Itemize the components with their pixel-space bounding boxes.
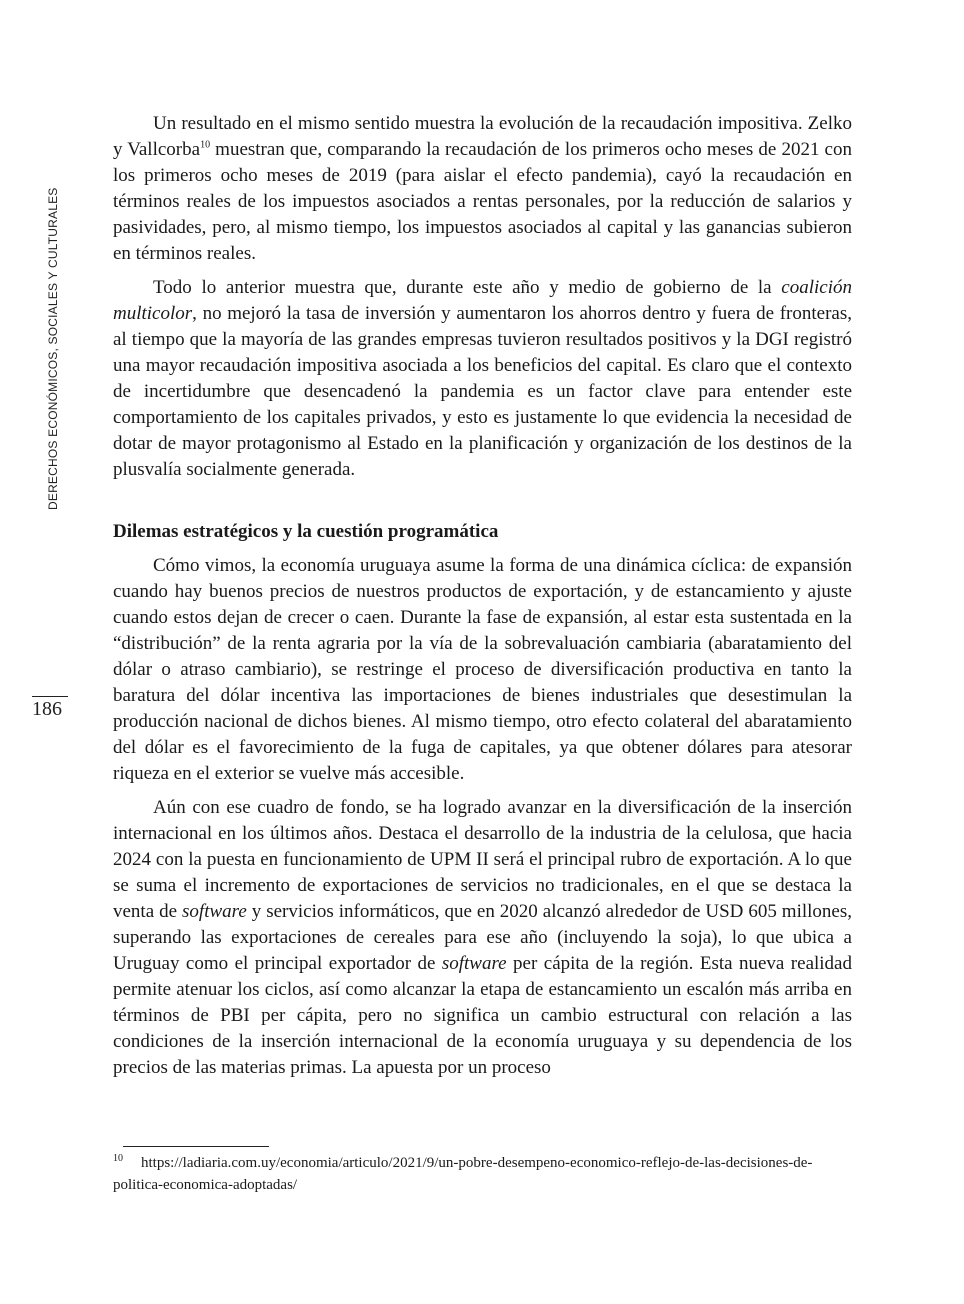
emphasis-software: software (441, 953, 507, 974)
paragraph-dinamica-ciclica: Cómo vimos, la economía uruguaya asume la forma de una dinámica cíclica: de expansión cuando hay buenos precios de nuestros productos de exportación, y de estancamiento y ajuste cuando estos dejan de crecer o caen. Durante la fase de expansión, al estar esta sustentada en la “distribución” de la renta agraria por la vía de la sobrevaluación cambiaria (abaratamiento del dólar o atraso cambiario), se restringe el proceso de diversificación productiva en tanto la baratura del dólar incentiva las importaciones de bienes industriales que desestimulan la producción nacional de dichos bienes. Al mismo tiempo, otro efecto colateral del abaratamiento del dólar es el favorecimiento de la fuga de capitales, ya que obtener dólares para atesorar riqueza en el exterior se vuelve más accesible. (113, 555, 852, 784)
footnote-mark: 10 (113, 1153, 123, 1164)
footnote-separator (123, 1146, 269, 1147)
footnote (113, 1152, 852, 1196)
paragraph-diversificacion: Aún con ese cuadro de fondo, se ha logrado avanzar en la diversificación de la inserción internacional en los últimos años. Destaca el desarrollo de la industria de la celulosa, que hacia 2024 con la puesta en funcionamiento de UPM II será el principal rubro de exportación. A lo que se suma el incremento de exportaciones de servicios no tradicionales, en el que se destaca la venta de software y servicios informáticos, que en 2020 alcanzó alrededor de USD 605 millones, superando las exportaciones de cereales para ese año (incluyendo la soja), lo que ubica a Uruguay como el principal exportador de software per cápita de la región. Esta nueva realidad permite atenuar los ciclos, así como alcanzar la etapa de estancamiento un escalón más arriba en términos de PBI per cápita, pero no significa un cambio estructural con relación a las condiciones de la inserción internacional de la economía uruguaya y su dependencia de los precios de las materias primas. La apuesta por un proceso (113, 797, 852, 1078)
emphasis-coalicion: coalición multicolor (113, 277, 852, 324)
footnote-reference[interactable]: 10 (200, 139, 211, 151)
emphasis-software: software (182, 901, 247, 922)
section-heading: Dilemas estratégicos y la cuestión programática (113, 521, 499, 542)
paragraph-coalicion: Todo lo anterior muestra que, durante este año y medio de gobierno de la coalición multicolor, no mejoró la tasa de inversión y aumentaron los ahorros dentro y fuera de fronteras, al tiempo que la mayoría de las grandes empresas tuvieron resultados positivos y la DGI registró una mayor recaudación impositiva asociada a los beneficios del capital. Es claro que el contexto de incertidumbre que desencadenó la pandemia es un factor clave para entender este comportamiento de los capitales privados, y esto es justamente lo que evidencia la necesidad de dotar de mayor protagonismo al Estado en la planificación y organización de los destinos de la plusvalía socialmente generada. (113, 277, 852, 480)
page-number-rule (32, 696, 68, 697)
page-number: 186 (32, 698, 62, 720)
paragraph-recaudacion: Un resultado en el mismo sentido muestra la evolución de la recaudación impositiva. Zelko y Vallcorba$^{10}$ muestran que, comparando la recaudación de los primeros ocho meses de 2021 con los primeros ocho meses de 2019 (para aislar el efecto pandemia), cayó la recaudación en términos reales de los impuestos asociados a rentas personales, por la reducción de salarios y pasividades, pero, al mismo tiempo, los impuestos asociados al capital y las ganancias subieron en términos reales. (113, 113, 852, 264)
running-header: DERECHOS ECONÓMICOS, SOCIALES Y CULTURALES (46, 187, 60, 510)
footnote-link[interactable]: https://ladiaria.com.uy/economia/articulo/2021/9/un-pobre-desempeno-economico-reflejo-de-las-decisiones-de-politica-economica-adoptadas/ (113, 1155, 813, 1193)
main-text (113, 111, 852, 1081)
